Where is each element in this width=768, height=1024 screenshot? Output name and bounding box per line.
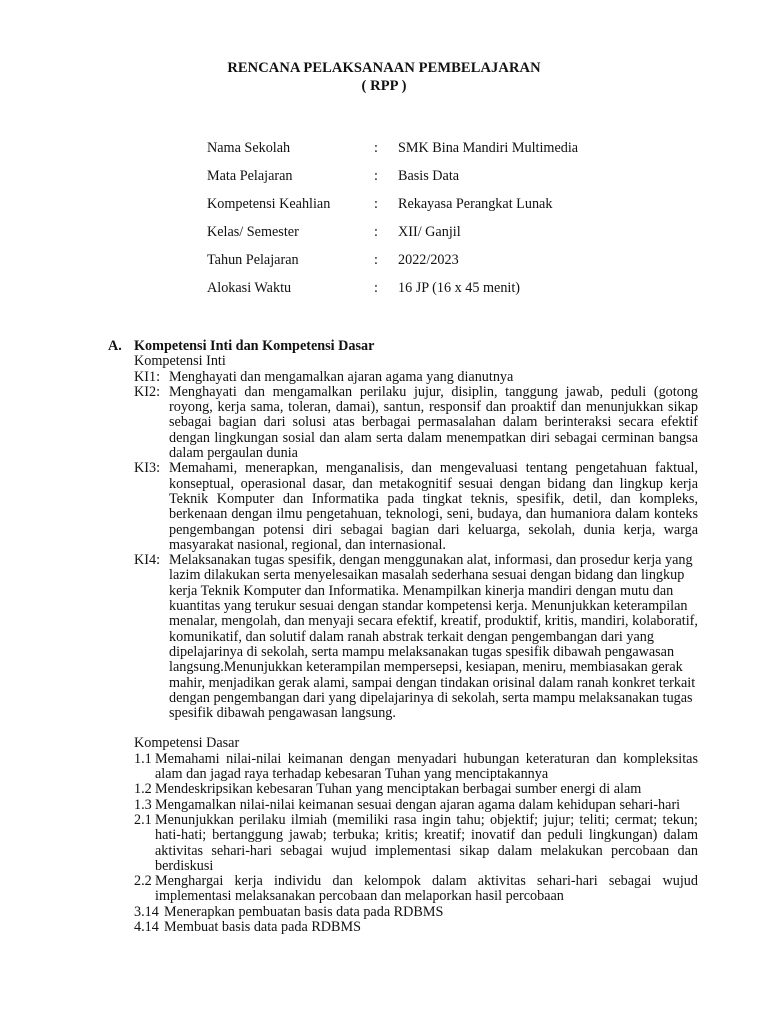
kd-list	[134, 752, 698, 936]
ki-text: Menghayati dan mengamalkan perilaku jujur, disiplin, tanggung jawab, peduli (gotong royong, kerja sama, toleran, damai), santun, responsif dan proaktif dan menunjukkan sikap sebagai bagian dari solusi atas berbagai permasalahan dalam berinteraksi secara efektif dengan lingkungan sosial dan alam serta dalam menempatkan diri sebagai cerminan bangsa dalam pergaulan dunia	[169, 383, 698, 462]
ki-item	[134, 370, 698, 385]
kd-item	[134, 782, 698, 797]
kd-text: Menghargai kerja individu dan kelompok dalam aktivitas sehari-hari sebagai wujud implementasi melaksanakan percobaan dan melaporkan hasil percobaan	[155, 873, 698, 905]
kd-text: Menunjukkan perilaku ilmiah (memiliki rasa ingin tahu; objektif; jujur; teliti; cermat; tekun; hati-hati; bertanggung jawab; terbuka; kritis; kreatif; inovatif dan peduli lingkungan) dalam aktivitas sehari-hari sebagai wujud implementasi sikap dalam melakukan percobaan dan berdiskusi	[155, 811, 698, 874]
identity-value: Basis Data	[398, 168, 460, 184]
ki-text: Menghayati dan mengamalkan ajaran agama yang dianutnya	[169, 368, 514, 385]
ki-code: KI2:	[134, 383, 161, 400]
identity-colon: :	[374, 168, 378, 184]
kd-heading: Kompetensi Dasar	[134, 735, 240, 752]
document-subtitle: ( RPP )	[361, 78, 407, 94]
kd-text: Memahami nilai-nilai keimanan dengan menyadari hubungan keteraturan dan kompleksitas alam dan jagad raya terhadap kebesaran Tuhan yang menciptakannya	[155, 750, 698, 783]
identity-colon: :	[374, 196, 378, 212]
identity-row-subject	[207, 169, 687, 197]
ki-code: KI3:	[134, 460, 161, 477]
identity-colon: :	[374, 140, 378, 156]
identity-table	[207, 141, 687, 309]
identity-value: XII/ Ganjil	[398, 224, 461, 240]
identity-row-year	[207, 253, 687, 281]
identity-label: Tahun Pelajaran	[207, 252, 299, 268]
identity-row-time	[207, 281, 687, 309]
ki-item	[134, 461, 698, 553]
spacer	[108, 721, 698, 736]
kd-text: Membuat basis data pada RDBMS	[164, 918, 362, 935]
document-title: RENCANA PELAKSANAAN PEMBELAJARAN	[227, 60, 541, 76]
identity-value: 2022/2023	[398, 252, 459, 268]
section-title: Kompetensi Inti dan Kompetensi Dasar	[134, 338, 375, 354]
identity-label: Alokasi Waktu	[207, 280, 292, 296]
kd-text: Mendeskripsikan kebesaran Tuhan yang menciptakan berbagai sumber energi di alam	[155, 781, 642, 798]
kd-number: 3.14	[134, 903, 159, 920]
kd-item	[134, 798, 698, 813]
identity-label: Kompetensi Keahlian	[207, 196, 331, 212]
ki-item	[134, 385, 698, 461]
ki-code: KI1:	[134, 368, 161, 385]
kd-number: 1.1	[134, 750, 152, 767]
kd-item	[134, 905, 698, 920]
kd-item	[134, 752, 698, 783]
identity-row-school	[207, 141, 687, 169]
identity-value: 16 JP (16 x 45 menit)	[398, 280, 521, 296]
identity-colon: :	[374, 224, 378, 240]
identity-row-class	[207, 225, 687, 253]
ki-item	[134, 553, 698, 721]
section-heading	[108, 339, 698, 354]
identity-value: Rekayasa Perangkat Lunak	[398, 196, 553, 212]
kd-text: Mengamalkan nilai-nilai keimanan sesuai dengan ajaran agama dalam kehidupan sehari-hari	[155, 796, 681, 813]
kd-item	[134, 813, 698, 874]
identity-colon: :	[374, 280, 378, 296]
kd-item	[134, 920, 698, 935]
section-letter: A.	[108, 338, 122, 354]
section-a	[108, 339, 698, 935]
ki-text: Memahami, menerapkan, menganalisis, dan mengevaluasi tentang pengetahuan faktual, konseptual, operasional dasar, dan metakognitif sesuai dengan bidang dan lingkup kerja Teknik Komputer dan Informatika pada tingkat teknis, spesifik, detil, dan kompleks, berkenaan dengan ilmu pengetahuan, teknologi, seni, budaya, dan humaniora dalam konteks pengembangan potensi diri sebagai bagian dari keluarga, sekolah, dunia kerja, warga masyarakat nasional, regional, dan internasional.	[169, 460, 698, 553]
identity-label: Kelas/ Semester	[207, 224, 299, 240]
identity-label: Nama Sekolah	[207, 140, 291, 156]
kd-text: Menerapkan pembuatan basis data pada RDBMS	[164, 903, 444, 920]
identity-colon: :	[374, 252, 378, 268]
kd-number: 4.14	[134, 918, 159, 935]
ki-text: Melaksanakan tugas spesifik, dengan menggunakan alat, informasi, dan prosedur kerja yang lazim dilakukan serta menyelesaikan masalah sederhana sesuai dengan bidang dan lingkup kerja Teknik Komputer dan Informatika. Menampilkan kinerja mandiri dengan mutu dan kuantitas yang terukur sesuai dengan standar kompetensi kerja. Menunjukkan keterampilan menalar, mengolah, dan menyaji secara efektif, kreatif, produktif, kritis, mandiri, kolaboratif, komunikatif, dan solutif dalam ranah abstrak terkait dengan pengembangan dari yang dipelajarinya di sekolah, serta mampu melaksanakan tugas spesifik dibawah pengawasan langsung.Menunjukkan keterampilan mempersepsi, kesiapan, meniru, membiasakan gerak mahir, menjadikan gerak alami, sampai dengan tindakan orisinal dalam ranah konkret terkait dengan pengembangan dari yang dipelajarinya di sekolah, serta mampu melaksanakan tugas spesifik dibawah pengawasan langsung.	[169, 552, 698, 722]
kd-number: 1.3	[134, 796, 152, 813]
kd-number: 2.2	[134, 873, 152, 890]
kd-number: 2.1	[134, 811, 152, 828]
identity-row-expertise	[207, 197, 687, 225]
identity-label: Mata Pelajaran	[207, 168, 293, 184]
kd-item	[134, 874, 698, 905]
ki-list	[134, 370, 698, 722]
identity-value: SMK Bina Mandiri Multimedia	[398, 140, 579, 156]
ki-heading: Kompetensi Inti	[134, 353, 226, 370]
ki-code: KI4:	[134, 552, 161, 569]
kd-number: 1.2	[134, 781, 152, 798]
